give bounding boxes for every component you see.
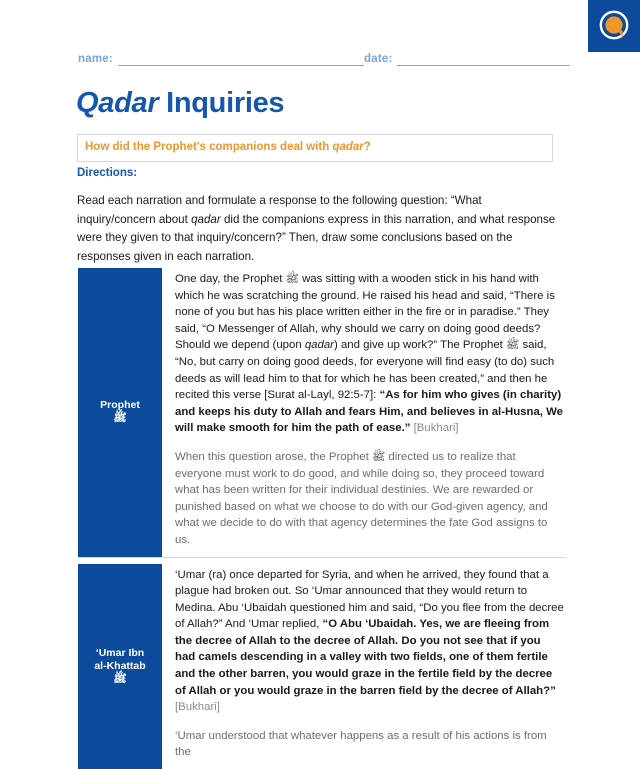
directions-heading: Directions: bbox=[77, 167, 137, 179]
name-date-row bbox=[78, 52, 570, 66]
page-title-regular bbox=[158, 87, 166, 119]
name-field-group[interactable] bbox=[78, 52, 364, 66]
question-text-before: How did the Prophet's companions deal with bbox=[85, 141, 332, 153]
date-label: date: bbox=[364, 52, 397, 66]
name-label: name: bbox=[78, 52, 118, 66]
table-row bbox=[78, 564, 566, 769]
directions-italic: qadar bbox=[191, 213, 221, 226]
directions-body bbox=[77, 192, 563, 266]
row-label-text-line1: ‘Umar Ibn bbox=[96, 647, 144, 660]
row-label-prophet bbox=[78, 268, 162, 557]
row-body bbox=[162, 268, 566, 557]
pbuh-glyph-icon: ﷺ bbox=[113, 412, 126, 425]
table-row bbox=[78, 268, 566, 558]
focus-question-box bbox=[77, 134, 553, 162]
narration-commentary: ‘Umar understood that whatever happens as a result of his actions is from the bbox=[175, 728, 564, 761]
narrations-table bbox=[78, 268, 566, 769]
page-title bbox=[76, 86, 284, 120]
page-title-italic: Qadar bbox=[76, 87, 158, 119]
row-label-text: Prophet bbox=[100, 399, 140, 412]
qalam-q-logo bbox=[588, 0, 640, 52]
name-write-line[interactable] bbox=[118, 53, 364, 66]
question-italic-word: qadar bbox=[332, 141, 363, 153]
question-text-after: ? bbox=[364, 141, 371, 153]
narration-commentary: When this question arose, the Prophet ﷺ directed us to realize that everyone must work to do good, and while doing so, they proceed toward what has been written for their individual destinies. We are rewarded or punished based on what we choose to do with our God-given agency, and what we decide to do with that agency determines the fate God assigns to us. bbox=[175, 449, 564, 549]
directions-part2: did the companions express in this narration, and what response were they given to that inquiry/concern?” Then, draw some conclusions based on the responses given in each narration. bbox=[77, 213, 555, 263]
row-label-text-line2: al-Khattab bbox=[94, 660, 145, 673]
row-label-umar bbox=[78, 564, 162, 769]
date-write-line[interactable] bbox=[397, 53, 570, 66]
pbuh-glyph-icon: ﷺ bbox=[113, 673, 126, 686]
row-body bbox=[162, 564, 566, 769]
directions-part1: Read each narration and formulate a response to the following question: “What inquiry/concern about bbox=[77, 194, 482, 226]
narration-text: ‘Umar (ra) once departed for Syria, and when he arrived, they found that a plague had broken out. So ‘Umar announced that they would return to Medina. Abu ‘Ubaidah questioned him and said, “Do you flee from the decree of Allah?” And ‘Umar replied, “O Abu ‘Ubaidah. Yes, we are fleeing from the decree of Allah to the decree of Allah. Do you not see that if you had camels descending in a valley with two fields, one of them fertile and the other barren, you would graze in the fertile field by the decree of Allah or you would graze in the barren field by the decree of Allah?” [Bukhari] bbox=[175, 567, 564, 716]
narration-text: One day, the Prophet ﷺ was sitting with a wooden stick in his hand with which he was scratching the ground. He raised his head and said, “There is none of you but has his place written either in the fire or in paradise.” They said, “O Messenger of Allah, why should we carry on doing good deeds? Should we depend (upon qadar) and give up work?” The Prophet ﷺ said, “No, but carry on doing good deeds, for everyone will find easy (to do) such deeds as will lead him to that for which he has been created,” and then he recited this verse [Surat al-Layl, 92:5-7]: “As for him who gives (in charity) and keeps his duty to Allah and fears Him, and believes in al-Husna, We will make smooth for him the path of ease.” [Bukhari] bbox=[175, 271, 564, 437]
date-field-group[interactable] bbox=[364, 52, 570, 66]
page-title-rest: Inquiries bbox=[166, 87, 284, 119]
